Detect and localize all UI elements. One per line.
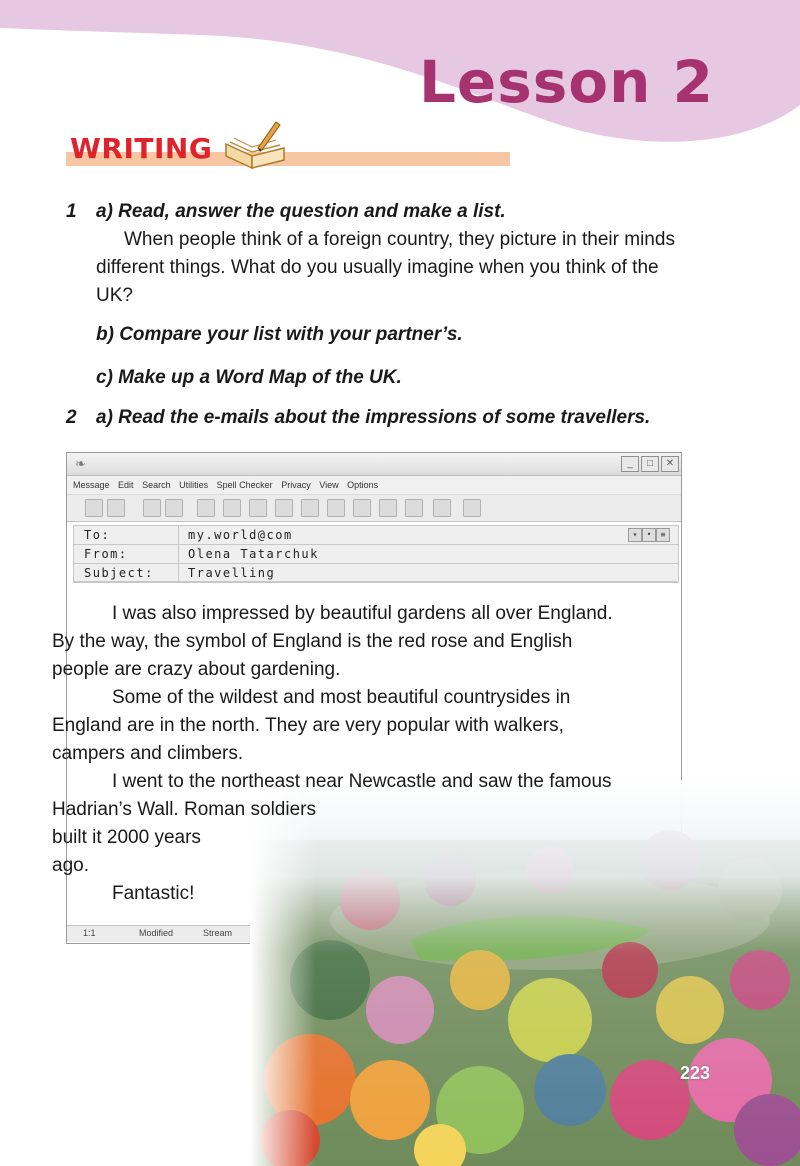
from-label: From: xyxy=(84,547,128,561)
dropdown-arrow-icon[interactable]: ▾ xyxy=(628,528,642,542)
from-row xyxy=(73,544,679,564)
task-2a-instruction: a) Read the e-mails about the impressions of some travellers. xyxy=(96,407,651,428)
app-icon: ❧ xyxy=(75,456,86,471)
to-row xyxy=(73,525,679,545)
status-position: 1:1 xyxy=(83,928,96,938)
toolbar-button-9[interactable] xyxy=(301,499,319,517)
toolbar-button-11[interactable] xyxy=(353,499,371,517)
menu-privacy[interactable]: Privacy xyxy=(281,480,311,490)
task-1a-instruction: a) Read, answer the question and make a list. xyxy=(96,201,506,222)
close-button[interactable]: ✕ xyxy=(661,456,679,472)
toolbar-button-3[interactable] xyxy=(143,499,161,517)
toolbar-button-8[interactable] xyxy=(275,499,293,517)
to-label: To: xyxy=(84,528,111,542)
toolbar-button-6[interactable] xyxy=(223,499,241,517)
address-book-icon[interactable]: ≡ xyxy=(656,528,670,542)
from-field[interactable]: Olena Tatarchuk xyxy=(188,547,319,561)
toolbar-button-14[interactable] xyxy=(433,499,451,517)
menu-search[interactable]: Search xyxy=(142,480,171,490)
page-number: 223 xyxy=(680,1063,711,1083)
lesson-title: Lesson 2 xyxy=(418,48,714,116)
task-1b-instruction: b) Compare your list with your partner’s. xyxy=(96,324,463,345)
menu-view[interactable]: View xyxy=(319,480,339,490)
toolbar-button-1[interactable] xyxy=(85,499,103,517)
subject-label: Subject: xyxy=(84,566,154,580)
dot-icon[interactable]: • xyxy=(642,528,656,542)
maximize-button[interactable]: □ xyxy=(641,456,659,472)
toolbar-button-5[interactable] xyxy=(197,499,215,517)
task-1a-text: When people think of a foreign country, they picture in their minds different things. What do you usually imagine when you think of the UK? xyxy=(96,229,675,306)
section-title: WRITING xyxy=(70,132,213,165)
toolbar-button-4[interactable] xyxy=(165,499,183,517)
email-paragraph-3: I went to the northeast near Newcastle and saw the famous Hadrian’s Wall. Roman soldiers built it 2000 years ago. xyxy=(52,771,612,876)
menu-spell-checker[interactable]: Spell Checker xyxy=(216,480,273,490)
email-paragraph-2: Some of the wildest and most beautiful countrysides in England are in the north. They are very popular with walkers, campers and climbers. xyxy=(52,687,571,764)
toolbar-button-12[interactable] xyxy=(379,499,397,517)
menu-utilities[interactable]: Utilities xyxy=(179,480,209,490)
minimize-button[interactable]: _ xyxy=(621,456,639,472)
subject-field[interactable]: Travelling xyxy=(188,566,276,580)
menu-bar xyxy=(67,476,681,494)
task-1-number: 1 xyxy=(66,201,77,222)
to-field[interactable]: my.world@com xyxy=(188,528,293,542)
menu-message[interactable]: Message xyxy=(73,480,110,490)
email-paragraph-4: Fantastic! xyxy=(112,883,195,904)
email-titlebar xyxy=(67,453,681,476)
toolbar-button-2[interactable] xyxy=(107,499,125,517)
task-1c-instruction: c) Make up a Word Map of the UK. xyxy=(96,367,402,388)
subject-row xyxy=(73,563,679,583)
book-pen-icon xyxy=(222,118,292,170)
email-paragraph-1: I was also impressed by beautiful gardens all over England. By the way, the symbol of England is the red rose and English people are crazy about gardening. xyxy=(52,603,613,680)
status-stream: Stream xyxy=(203,928,233,938)
status-modified: Modified xyxy=(139,928,174,938)
task-2-number: 2 xyxy=(66,407,77,428)
menu-edit[interactable]: Edit xyxy=(118,480,134,490)
toolbar-button-15[interactable] xyxy=(463,499,481,517)
toolbar xyxy=(67,494,681,522)
email-body-text xyxy=(52,600,662,908)
toolbar-button-13[interactable] xyxy=(405,499,423,517)
toolbar-button-7[interactable] xyxy=(249,499,267,517)
toolbar-button-10[interactable] xyxy=(327,499,345,517)
menu-options[interactable]: Options xyxy=(347,480,379,490)
